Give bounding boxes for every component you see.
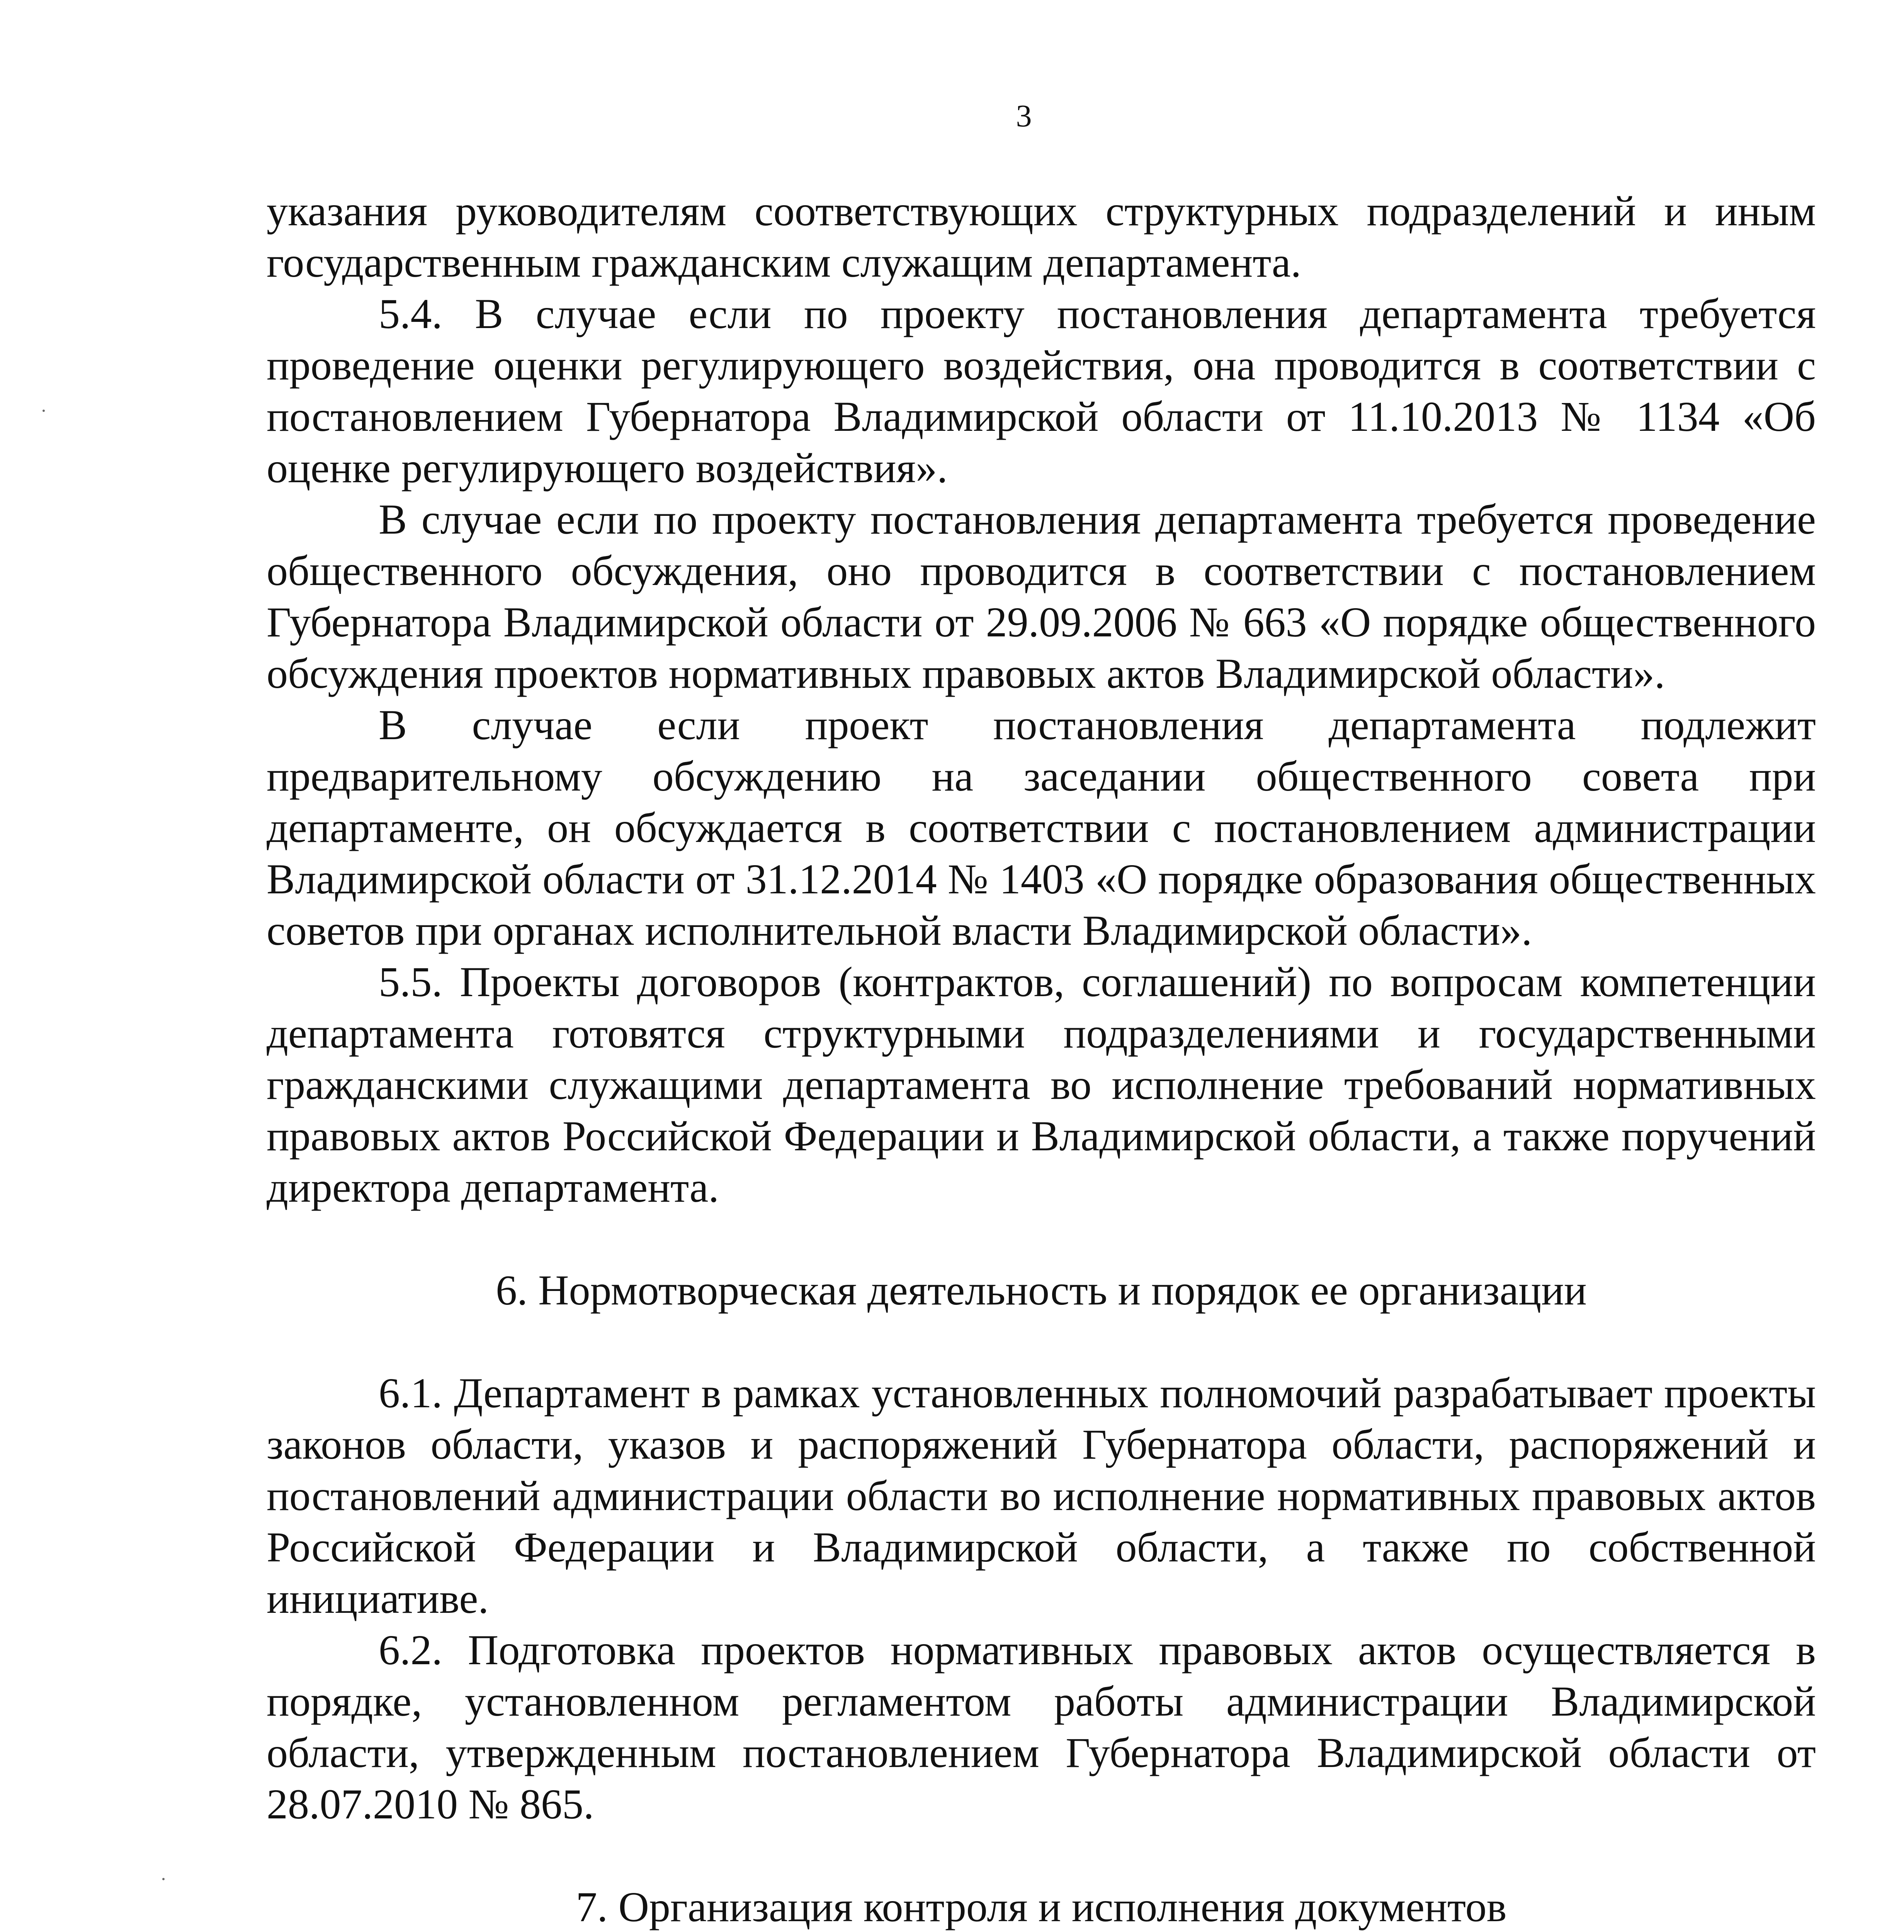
paragraph-public-discussion: В случае если по проекту постановления департамента требуется проведение общественного обсуждения, оно проводится в соответствии с постановлением Губернатора Владимирской области от 29.09.2006 № 663 «О порядке общественного обсуждения проектов нормативных правовых актов Владимирской области».: [267, 496, 1816, 697]
section-7-heading: 7. Организация контроля и исполнения документов: [576, 1883, 1507, 1930]
paragraph-6-1: 6.1. Департамент в рамках установленных полномочий разрабатывает проекты законов области, указов и распоряжений Губернатора области, распоряжений и постановлений администрации области во исполнение нормативных правовых актов Российской Федерации и Владимирской области, а также по собственной инициативе.: [267, 1369, 1816, 1622]
scan-speck: [42, 410, 45, 412]
scan-speck: [162, 1878, 165, 1880]
paragraph-6-2: 6.2. Подготовка проектов нормативных правовых актов осуществляется в порядке, установленном регламентом работы администрации Владимирской области, утвержденным постановлением Губернатора Владимирской области от 28.07.2010 № 865.: [267, 1626, 1816, 1828]
document-body: [267, 185, 1816, 1932]
paragraph-5-5: 5.5. Проекты договоров (контрактов, соглашений) по вопросам компетенции департамента готовятся структурными подразделениями и государственными гражданскими служащими департамента во исполнение требований нормативных правовых актов Российской Федерации и Владимирской области, а также поручений директора департамента.: [267, 958, 1816, 1211]
paragraph-continuation: указания руководителям соответствующих структурных подразделений и иным государственным гражданским служащим департамента.: [267, 187, 1816, 286]
paragraph-public-council: В случае если проект постановления департамента подлежит предварительному обсуждению на заседании общественного совета при департаменте, он обсуждается в соответствии с постановлением администрации Владимирской области от 31.12.2014 № 1403 «О порядке образования общественных советов при органах исполнительной власти Владимирской области».: [267, 701, 1816, 954]
page-number: 3: [1016, 98, 1032, 133]
section-6-heading: 6. Нормотворческая деятельность и порядок ее организации: [496, 1267, 1587, 1314]
paragraph-5-4: 5.4. В случае если по проекту постановления департамента требуется проведение оценки регулирующего воздействия, она проводится в соответствии с постановлением Губернатора Владимирской области от 11.10.2013 № 1134 «Об оценке регулирующего воздействия».: [267, 290, 1816, 492]
